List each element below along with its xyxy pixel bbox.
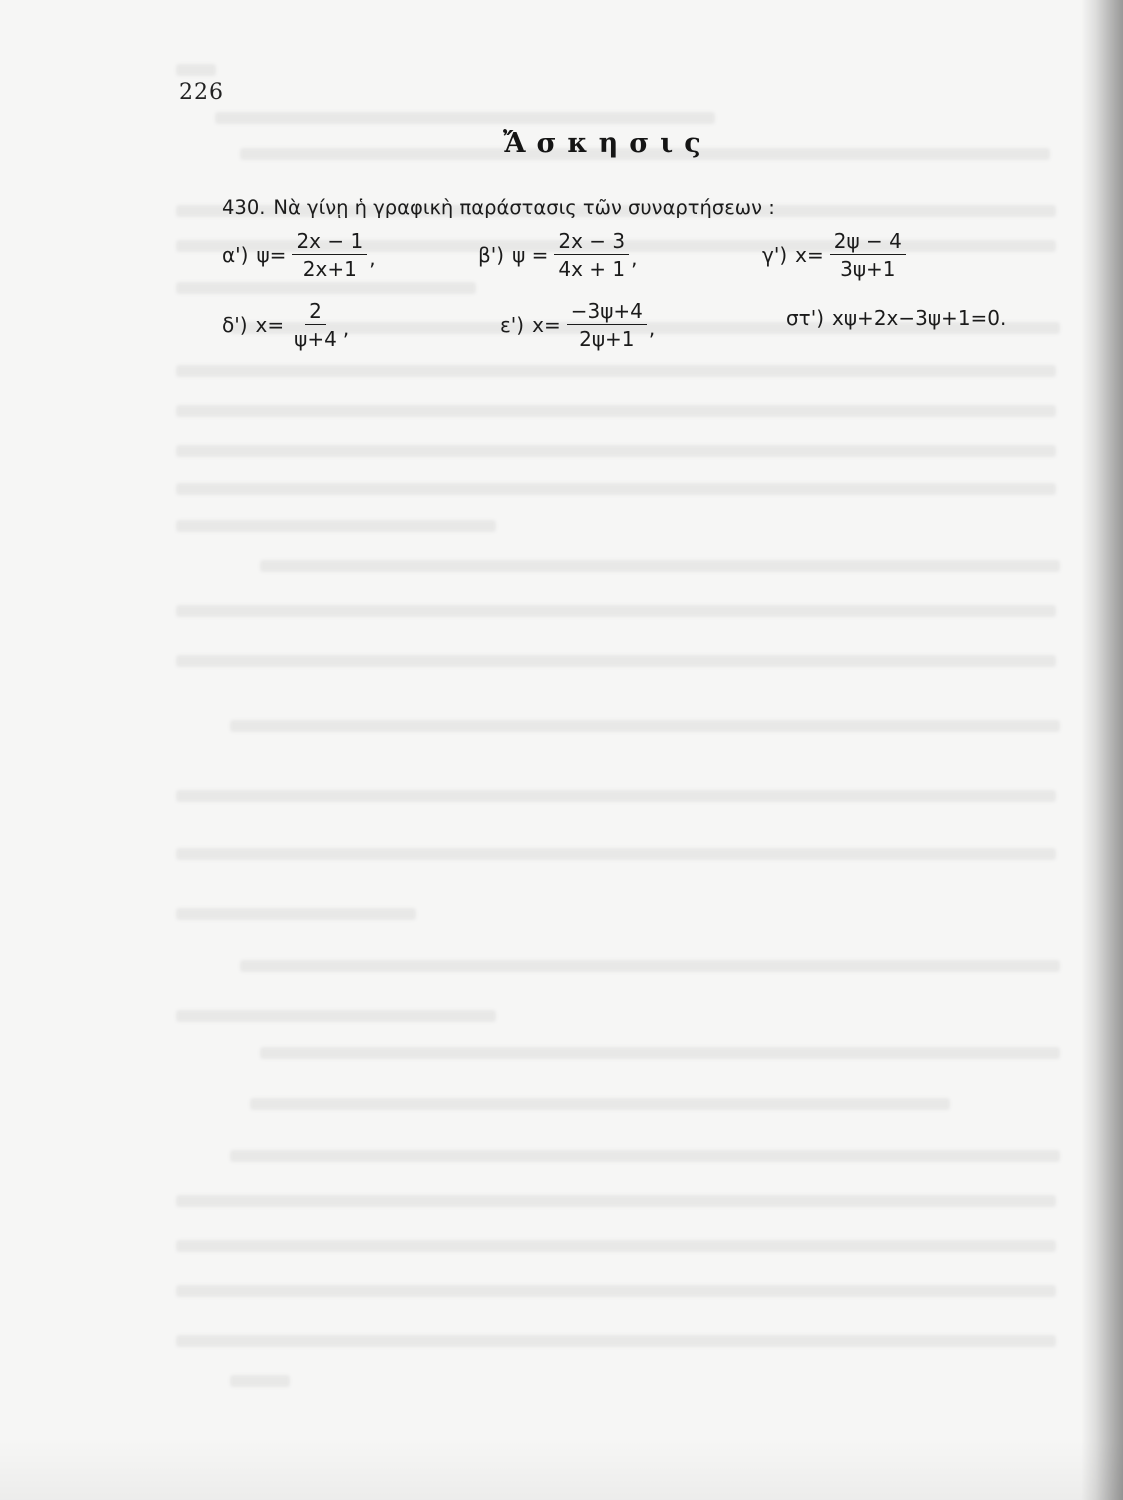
item-label: στ') xyxy=(786,306,825,330)
exercise-statement xyxy=(222,196,775,219)
comma: , xyxy=(631,246,638,270)
show-through-line xyxy=(176,1195,1056,1207)
show-through-line xyxy=(230,1150,1060,1162)
item-label: δ') xyxy=(222,313,248,337)
item-label: γ') xyxy=(762,243,788,267)
implicit-equation: xψ+2x−3ψ+1=0. xyxy=(832,306,1007,330)
show-through-line xyxy=(176,445,1056,457)
show-through-line xyxy=(240,960,1060,972)
fraction xyxy=(554,231,629,279)
fraction xyxy=(567,301,647,349)
show-through-line xyxy=(176,483,1056,495)
show-through-line xyxy=(176,64,216,76)
function-lhs: ψ= xyxy=(256,243,287,267)
item-label: β') xyxy=(478,243,505,267)
show-through-line xyxy=(176,1285,1056,1297)
show-through-line xyxy=(250,1098,950,1110)
show-through-line xyxy=(176,1010,496,1022)
numerator: 2x − 1 xyxy=(292,231,367,255)
show-through-line xyxy=(176,848,1056,860)
comma: , xyxy=(342,316,350,340)
show-through-line xyxy=(260,560,1060,572)
show-through-line xyxy=(176,655,1056,667)
numerator: −3ψ+4 xyxy=(567,301,647,325)
function-lhs: ψ = xyxy=(512,243,549,267)
function-stigma xyxy=(786,292,1006,344)
show-through-line xyxy=(176,520,496,532)
function-alpha xyxy=(222,229,376,281)
denominator: ψ+4 xyxy=(294,327,337,351)
function-epsilon xyxy=(500,299,655,351)
show-through-line xyxy=(230,720,1060,732)
exercise-number: 430. xyxy=(222,196,266,219)
show-through-line xyxy=(176,282,476,294)
denominator: 2x+1 xyxy=(302,257,357,281)
show-through-line xyxy=(230,1375,290,1387)
show-through-line xyxy=(260,1047,1060,1059)
section-title: Ἄσκησις xyxy=(503,128,712,159)
fraction xyxy=(830,231,906,279)
item-label: α') xyxy=(222,243,249,267)
page-number: 226 xyxy=(179,80,224,105)
exercise-text: Νὰ γίνῃ ἡ γραφικὴ παράστασις τῶν συναρτήσεων : xyxy=(273,196,775,219)
function-beta xyxy=(478,229,638,281)
fraction xyxy=(290,301,341,349)
denominator: 4x + 1 xyxy=(558,257,626,281)
denominator: 3ψ+1 xyxy=(840,257,896,281)
fraction xyxy=(292,231,367,279)
denominator: 2ψ+1 xyxy=(579,327,635,351)
function-delta xyxy=(222,299,349,351)
numerator: 2ψ − 4 xyxy=(830,231,906,255)
item-label: ε') xyxy=(500,313,525,337)
show-through-line xyxy=(176,790,1056,802)
show-through-line xyxy=(215,112,715,124)
bottom-shade xyxy=(0,1440,1123,1500)
function-lhs: x= xyxy=(795,243,824,267)
show-through-line xyxy=(176,605,1056,617)
show-through-line xyxy=(176,405,1056,417)
show-through-line xyxy=(176,1240,1056,1252)
function-gamma xyxy=(762,229,908,281)
function-lhs: x= xyxy=(255,313,285,337)
comma: , xyxy=(648,316,656,340)
comma: , xyxy=(369,246,376,270)
show-through-line xyxy=(176,908,416,920)
function-lhs: x= xyxy=(532,313,561,337)
numerator: 2 xyxy=(305,301,326,325)
numerator: 2x − 3 xyxy=(554,231,629,255)
show-through-line xyxy=(176,365,1056,377)
show-through-line xyxy=(176,1335,1056,1347)
page-edge-shadow xyxy=(1081,0,1123,1500)
